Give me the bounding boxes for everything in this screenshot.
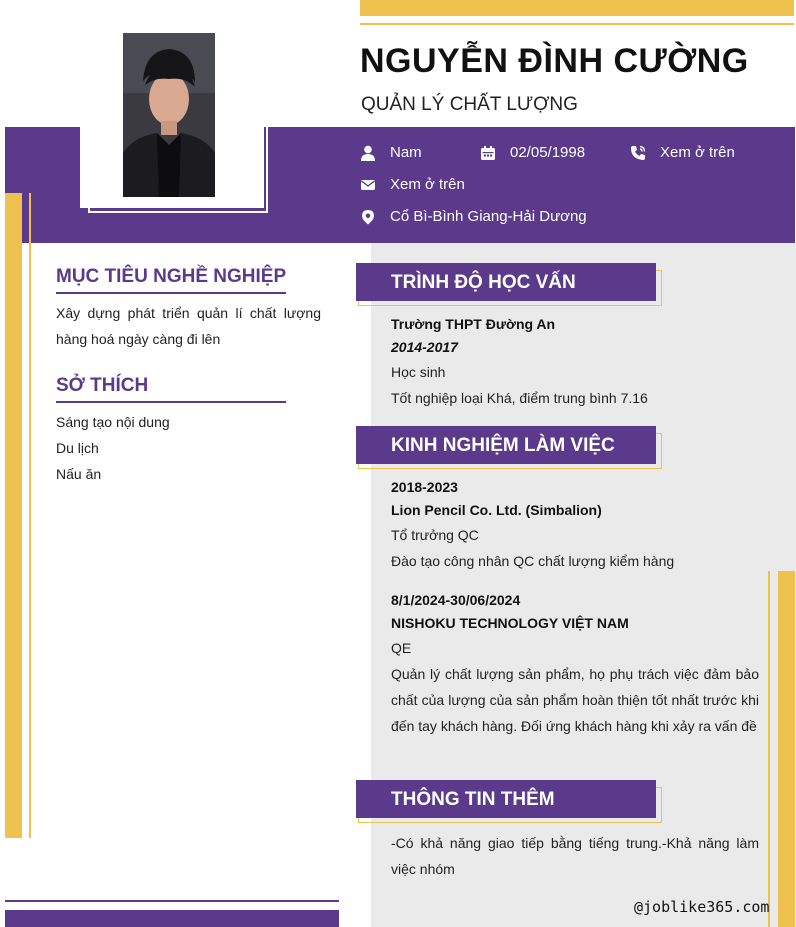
address-value: Cổ Bì-Bình Giang-Hải Dương (390, 208, 587, 225)
gender-row (360, 144, 422, 161)
job-company: Lion Pencil Co. Ltd. (Simbalion) (391, 502, 602, 518)
hobbies-underline (56, 401, 286, 403)
email-row (360, 176, 465, 193)
job-position: Tổ trưởng QC (391, 527, 479, 543)
location-icon (360, 209, 376, 225)
bottom-accent-line (5, 900, 339, 902)
additional-text: -Có khả năng giao tiếp bằng tiếng trung.-Khả năng làm việc nhóm (391, 835, 759, 877)
phone-value: Xem ở trên (660, 144, 735, 161)
hobby-item: Sáng tạo nội dung (56, 414, 170, 430)
watermark: @joblike365.com (634, 898, 770, 916)
objective-text: Xây dựng phát triển quản lí chất lượng hàng hoá ngày càng đi lên (56, 305, 321, 347)
birthdate-value: 02/05/1998 (510, 144, 586, 161)
mail-icon (360, 177, 376, 193)
top-accent-bar (360, 0, 794, 16)
job-period: 2018-2023 (391, 479, 458, 495)
right-accent-line (768, 571, 770, 927)
user-icon (360, 145, 376, 161)
phone-row (630, 144, 735, 161)
experience-heading: KINH NGHIỆM LÀM VIỆC (356, 426, 656, 464)
job-position: QE (391, 640, 412, 656)
objective-heading: MỤC TIÊU NGHỀ NGHIỆP (56, 266, 287, 287)
hobby-item: Nấu ăn (56, 466, 102, 482)
hobby-item: Du lịch (56, 440, 99, 456)
education-years: 2014-2017 (391, 339, 458, 355)
bottom-accent-bar (5, 910, 339, 927)
candidate-name: NGUYỄN ĐÌNH CƯỜNG (360, 42, 749, 80)
left-accent-line (29, 193, 31, 838)
education-role: Học sinh (391, 364, 446, 380)
email-value: Xem ở trên (390, 176, 465, 193)
avatar-portrait-icon (123, 33, 215, 197)
job-period: 8/1/2024-30/06/2024 (391, 592, 521, 608)
gender-value: Nam (390, 144, 422, 161)
birthdate-row (480, 144, 585, 161)
top-accent-line (360, 23, 794, 25)
left-accent-bar (5, 193, 22, 838)
job-company: NISHOKU TECHNOLOGY VIỆT NAM (391, 615, 629, 631)
objective-underline (56, 292, 286, 294)
phone-icon (630, 145, 646, 161)
job-title: QUẢN LÝ CHẤT LƯỢNG (361, 94, 578, 115)
education-school: Trường THPT Đường An (391, 316, 556, 332)
additional-heading: THÔNG TIN THÊM (356, 780, 656, 818)
avatar (123, 33, 215, 197)
address-row (360, 208, 587, 225)
hobbies-heading: SỞ THÍCH (56, 375, 149, 396)
right-accent-bar (778, 571, 795, 927)
education-heading: TRÌNH ĐỘ HỌC VẤN (356, 263, 656, 301)
job-description: Quản lý chất lượng sản phẩm, họ phụ trách việc đảm bảo chất của lượng của sản phẩm hoàn thiện tốt nhất trước khi đến tay khách hàng. Đối ứng khách hàng khi xảy ra vấn đề (391, 666, 759, 734)
education-detail: Tốt nghiệp loại Khá, điểm trung bình 7.16 (391, 390, 648, 406)
calendar-icon (480, 145, 496, 161)
job-description: Đào tạo công nhân QC chất lượng kiểm hàng (391, 553, 675, 569)
